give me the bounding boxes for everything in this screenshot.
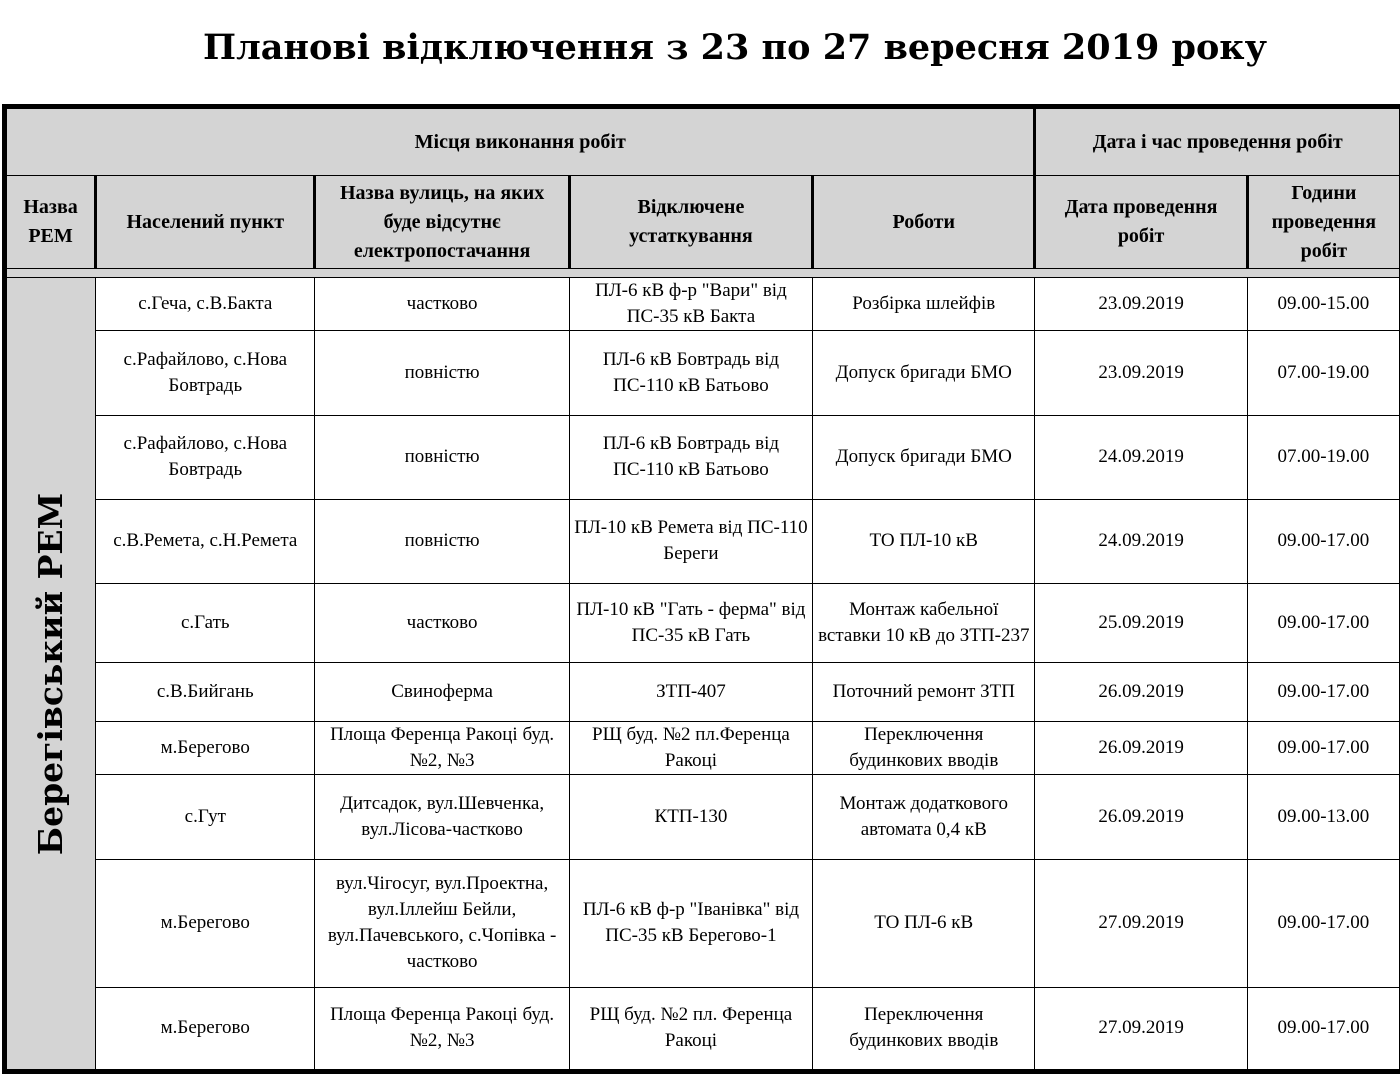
table-row [5, 987, 1400, 1071]
cell-works: Допуск бригади БМО [813, 415, 1035, 499]
cell-equipment: ЗТП-407 [569, 663, 812, 722]
cell-date: 25.09.2019 [1035, 583, 1247, 662]
cell-hours: 09.00-17.00 [1247, 663, 1399, 722]
cell-settlement: с.Гать [96, 583, 315, 662]
table-row [5, 331, 1400, 415]
col-header-rem: Назва РЕМ [5, 176, 96, 269]
table-row [5, 499, 1400, 583]
cell-settlement: с.Геча, с.В.Бакта [96, 278, 315, 331]
cell-equipment: РЩ буд. №2 пл. Ференца Ракоці [569, 987, 812, 1071]
table-row [5, 859, 1400, 987]
cell-hours: 09.00-17.00 [1247, 859, 1399, 987]
cell-streets: Дитсадок, вул.Шевченка, вул.Лісова-частково [315, 775, 569, 859]
cell-date: 23.09.2019 [1035, 278, 1247, 331]
group-header-datetime: Дата і час проведення робіт [1035, 107, 1400, 176]
table-row [5, 722, 1400, 775]
cell-streets: повністю [315, 415, 569, 499]
col-header-equipment: Відключене устаткування [569, 176, 812, 269]
table-row [5, 583, 1400, 662]
cell-equipment: РЩ буд. №2 пл.Ференца Ракоці [569, 722, 812, 775]
col-header-date: Дата проведення робіт [1035, 176, 1247, 269]
cell-works: Розбірка шлейфів [813, 278, 1035, 331]
cell-hours: 09.00-17.00 [1247, 987, 1399, 1071]
table-row [5, 663, 1400, 722]
cell-works: Переключення будинкових вводів [813, 722, 1035, 775]
column-header-row [5, 176, 1400, 269]
table-row [5, 278, 1400, 331]
cell-equipment: ПЛ-6 кВ ф-р "Вари" від ПС-35 кВ Бакта [569, 278, 812, 331]
rem-name-cell [5, 278, 96, 1072]
cell-works: Монтаж додаткового автомата 0,4 кВ [813, 775, 1035, 859]
group-header-row [5, 107, 1400, 176]
cell-date: 27.09.2019 [1035, 987, 1247, 1071]
cell-settlement: с.Рафайлово, с.Нова Бовтрадь [96, 415, 315, 499]
cell-equipment: ПЛ-10 кВ "Гать - ферма" від ПС-35 кВ Гать [569, 583, 812, 662]
cell-streets: вул.Чігосуг, вул.Проектна, вул.Іллейш Бейли, вул.Пачевського, с.Чопівка - частково [315, 859, 569, 987]
col-header-works: Роботи [813, 176, 1035, 269]
cell-date: 23.09.2019 [1035, 331, 1247, 415]
table-row [5, 775, 1400, 859]
cell-works: Монтаж кабельної вставки 10 кВ до ЗТП-237 [813, 583, 1035, 662]
outage-schedule-table [2, 104, 1400, 1074]
cell-date: 26.09.2019 [1035, 663, 1247, 722]
cell-date: 24.09.2019 [1035, 415, 1247, 499]
cell-streets: Площа Ференца Ракоці буд.№2, №3 [315, 722, 569, 775]
rem-name: Берегівський РЕМ [31, 492, 71, 855]
cell-settlement: с.В.Бийгань [96, 663, 315, 722]
col-header-settlement: Населений пункт [96, 176, 315, 269]
cell-hours: 09.00-17.00 [1247, 583, 1399, 662]
cell-equipment: ПЛ-6 кВ ф-р "Іванівка" від ПС-35 кВ Берегово-1 [569, 859, 812, 987]
cell-equipment: ПЛ-6 кВ Бовтрадь від ПС-110 кВ Батьово [569, 415, 812, 499]
cell-settlement: м.Берегово [96, 987, 315, 1071]
cell-hours: 09.00-17.00 [1247, 499, 1399, 583]
cell-streets: Площа Ференца Ракоці буд.№2, №3 [315, 987, 569, 1071]
cell-streets: повністю [315, 331, 569, 415]
cell-works: ТО ПЛ-10 кВ [813, 499, 1035, 583]
cell-hours: 09.00-15.00 [1247, 278, 1399, 331]
col-header-streets: Назва вулиць, на яких буде відсутнє електропостачання [315, 176, 569, 269]
cell-settlement: с.Рафайлово, с.Нова Бовтрадь [96, 331, 315, 415]
group-header-places: Місця виконання робіт [5, 107, 1035, 176]
table-row [5, 415, 1400, 499]
cell-equipment: КТП-130 [569, 775, 812, 859]
cell-hours: 07.00-19.00 [1247, 331, 1399, 415]
cell-streets: Свиноферма [315, 663, 569, 722]
cell-works: Поточний ремонт ЗТП [813, 663, 1035, 722]
cell-streets: повністю [315, 499, 569, 583]
cell-works: Переключення будинкових вводів [813, 987, 1035, 1071]
cell-hours: 07.00-19.00 [1247, 415, 1399, 499]
page-title: Планові відключення з 23 по 27 вересня 2019 року [203, 27, 1267, 68]
cell-date: 26.09.2019 [1035, 775, 1247, 859]
cell-date: 26.09.2019 [1035, 722, 1247, 775]
cell-settlement: м.Берегово [96, 722, 315, 775]
cell-equipment: ПЛ-10 кВ Ремета від ПС-110 Береги [569, 499, 812, 583]
cell-streets: частково [315, 583, 569, 662]
cell-settlement: с.В.Ремета, с.Н.Ремета [96, 499, 315, 583]
cell-works: ТО ПЛ-6 кВ [813, 859, 1035, 987]
cell-works: Допуск бригади БМО [813, 331, 1035, 415]
cell-settlement: с.Гут [96, 775, 315, 859]
cell-date: 27.09.2019 [1035, 859, 1247, 987]
header-separator [5, 269, 1400, 278]
cell-date: 24.09.2019 [1035, 499, 1247, 583]
col-header-hours: Години проведення робіт [1247, 176, 1399, 269]
cell-hours: 09.00-17.00 [1247, 722, 1399, 775]
cell-hours: 09.00-13.00 [1247, 775, 1399, 859]
header-separator-cell [5, 269, 1400, 278]
cell-settlement: м.Берегово [96, 859, 315, 987]
cell-equipment: ПЛ-6 кВ Бовтрадь від ПС-110 кВ Батьово [569, 331, 812, 415]
cell-streets: частково [315, 278, 569, 331]
